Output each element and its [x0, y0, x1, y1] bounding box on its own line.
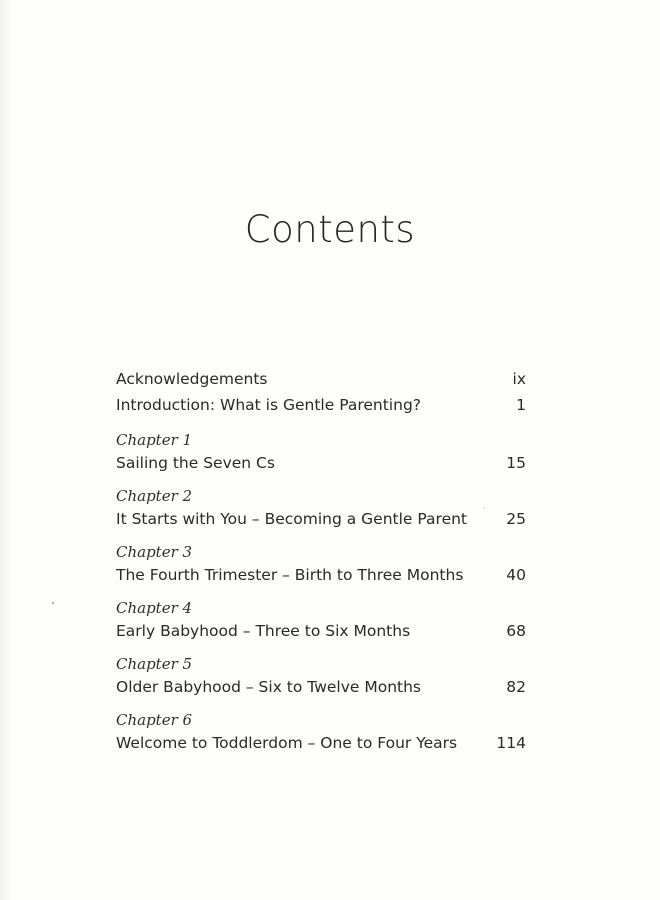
chapter-label: Chapter 6	[116, 711, 193, 729]
toc-entry-title: Welcome to Toddlerdom – One to Four Years	[116, 734, 458, 752]
table-of-contents	[116, 366, 526, 754]
toc-entry-page: 25	[506, 510, 526, 528]
toc-entry	[116, 732, 526, 754]
toc-entry	[116, 452, 526, 474]
toc-entry-introduction[interactable]	[116, 392, 526, 418]
toc-entry-page: 1	[516, 396, 526, 414]
chapter-label: Chapter 4	[116, 599, 193, 617]
toc-chapter-1[interactable]	[116, 428, 526, 474]
toc-chapter-3[interactable]	[116, 540, 526, 586]
toc-entry-page: 68	[506, 622, 526, 640]
toc-entry-title: Sailing the Seven Cs	[116, 454, 275, 472]
chapter-label: Chapter 3	[116, 543, 193, 561]
chapter-label: Chapter 1	[116, 431, 193, 449]
toc-chapter-4[interactable]	[116, 596, 526, 642]
toc-entry-title: Acknowledgements	[116, 370, 268, 388]
scan-speck	[484, 508, 485, 509]
toc-entry-page: 114	[496, 734, 526, 752]
chapter-label: Chapter 5	[116, 655, 193, 673]
page-edge-shadow	[0, 0, 14, 900]
chapter-label: Chapter 2	[116, 487, 193, 505]
toc-chapter-2[interactable]	[116, 484, 526, 530]
toc-chapter-6[interactable]	[116, 708, 526, 754]
toc-chapter-5[interactable]	[116, 652, 526, 698]
toc-entry-title: The Fourth Trimester – Birth to Three Months	[116, 566, 464, 584]
toc-entry	[116, 676, 526, 698]
toc-entry-title: Older Babyhood – Six to Twelve Months	[116, 678, 422, 696]
toc-entry-page: 40	[506, 566, 526, 584]
scan-speck	[52, 602, 54, 604]
toc-entry-title: It Starts with You – Becoming a Gentle Parent	[116, 510, 468, 528]
toc-entry	[116, 564, 526, 586]
toc-entry	[116, 620, 526, 642]
toc-entry-title: Introduction: What is Gentle Parenting?	[116, 396, 422, 414]
toc-entry-acknowledgements[interactable]	[116, 366, 526, 392]
toc-entry	[116, 508, 526, 530]
page-title: Contents	[244, 208, 416, 251]
toc-entry-page: 15	[506, 454, 526, 472]
toc-entry-page: ix	[512, 370, 526, 388]
toc-entry-page: 82	[506, 678, 526, 696]
toc-entry-title: Early Babyhood – Three to Six Months	[116, 622, 411, 640]
